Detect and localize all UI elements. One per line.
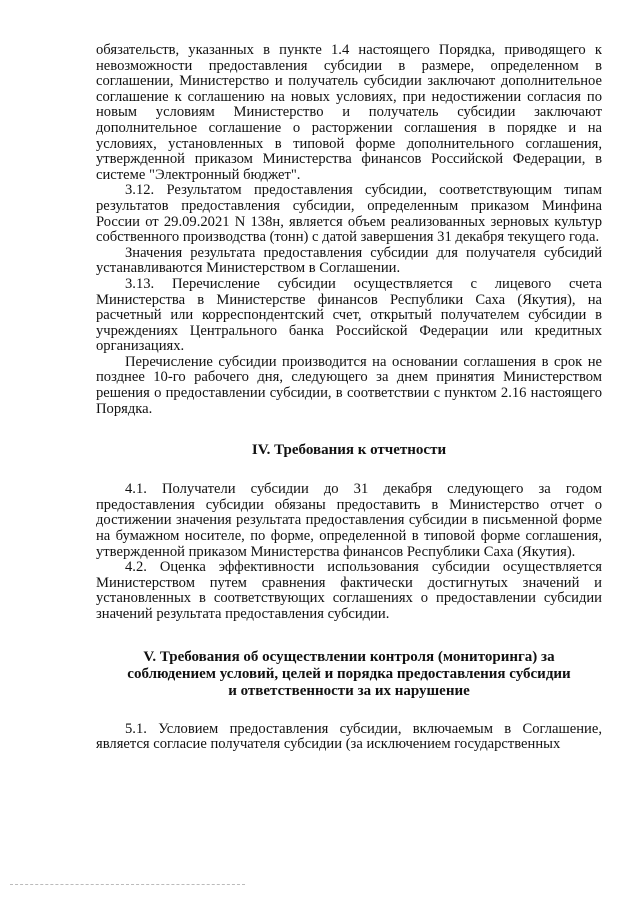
section-5-heading-line: и ответственности за их нарушение bbox=[228, 682, 470, 699]
spacer bbox=[96, 417, 602, 442]
paragraph-5-1: 5.1. Условием предоставления субсидии, включаемым в Соглашение, является согласие получателя субсидии (за исключением государственных bbox=[96, 720, 602, 753]
paragraph-3-12: 3.12. Результатом предоставления субсидии, соответствующим типам результатов предоставления субсидии, определенным приказом Минфина России от 29.09.2021 N 138н, является объем реализованных зерновых культур собственного производства (тонн) с датой завершения 31 декабря текущего года. bbox=[96, 182, 602, 246]
paragraph-3-12-values: Значения результата предоставления субсидии для получателя субсидий устанавливаются Министерством в Соглашении. bbox=[96, 244, 602, 277]
paragraph-4-1: 4.1. Получатели субсидии до 31 декабря следующего за годом предоставления субсидии обязаны предоставить в Министерство отчет о достижении значения результата предоставления субсидии в письменной форме на бумажном носителе, по форме, определенной в типовой форме соглашения, утвержденной приказом Министерства финансов Республики Саха (Якутия). bbox=[96, 481, 602, 560]
spacer bbox=[96, 700, 602, 722]
paragraph-4-2: 4.2. Оценка эффективности использования субсидии осуществляется Министерством путем сравнения фактически достигнутых значений и установленных в соответствующих соглашениях о предоставлении субсидии значений результата предоставления субсидии. bbox=[96, 559, 602, 622]
section-5-heading bbox=[96, 649, 602, 700]
paragraph-continuation: обязательств, указанных в пункте 1.4 настоящего Порядка, приводящего к невозможности предоставления субсидии в размере, определенном в соглашении, Министерство и получатель субсидии заключают дополнительное соглашение к соглашению на новых условиях, при недостижении согласия по новым условиям Министерство и получатель субсидии заключают дополнительное соглашение о расторжении соглашения в порядке и на условиях, установленных в типовой форме дополнительного соглашения, утвержденной приказом Министерства финансов Российской Федерации, в системе "Электронный бюджет". bbox=[96, 42, 602, 183]
footer-scan-line bbox=[10, 884, 245, 885]
section-4-heading: IV. Требования к отчетности bbox=[251, 442, 447, 459]
document-page bbox=[96, 43, 602, 753]
spacer bbox=[96, 623, 602, 649]
paragraph-3-13-transfer: Перечисление субсидии производится на основании соглашения в срок не позднее 10-го рабочего дня, следующего за днем принятия Министерством решения о предоставлении субсидии, в соответствии с пунктом 2.16 настоящего Порядка. bbox=[96, 353, 602, 417]
section-5-heading-line: соблюдением условий, целей и порядка предоставления субсидии bbox=[127, 665, 571, 682]
spacer bbox=[96, 459, 602, 482]
paragraph-3-13: 3.13. Перечисление субсидии осуществляется с лицевого счета Министерства в Министерстве финансов Республики Саха (Якутия), на расчетный или корреспондентский счет, открытый получателем субсидии в учреждениях Центрального банка Российской Федерации или кредитных организациях. bbox=[96, 275, 602, 355]
section-5-heading-line: V. Требования об осуществлении контроля (мониторинга) за bbox=[143, 648, 555, 665]
